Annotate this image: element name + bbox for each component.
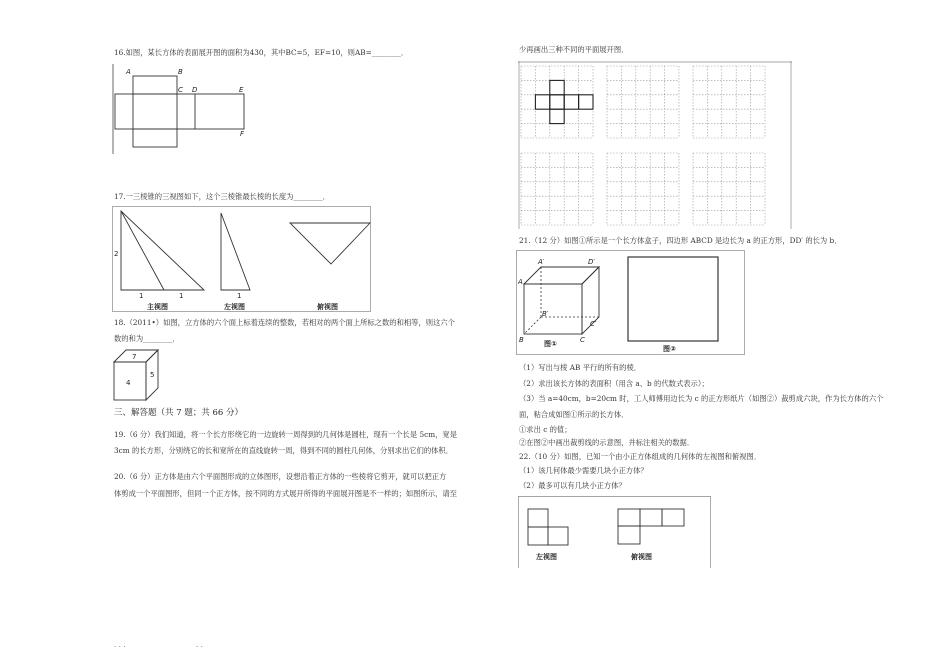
q18-face-front: 4 bbox=[126, 379, 131, 387]
q21-caption-2: 图② bbox=[663, 345, 676, 353]
net-cell bbox=[550, 109, 564, 123]
q18-line2: 数的和为________． bbox=[114, 334, 180, 343]
net-cell bbox=[535, 95, 549, 109]
q18-line1: 18.（2011•）如图，立方体的六个面上标着连续的整数，若相对的两个面上所标之数的和相等，则这六个 bbox=[114, 318, 455, 327]
q21-sub2: ②在图②中画出裁剪线的示意图，并标注相关的数据． bbox=[519, 438, 695, 447]
q18-face-right: 5 bbox=[150, 371, 155, 379]
q21-caption-1: 图① bbox=[544, 340, 557, 348]
q21-label-a: A bbox=[518, 278, 523, 286]
q21-part3-line2: 面，粘合成如图①所示的长方体． bbox=[519, 410, 629, 419]
q21-label-c1: C′ bbox=[590, 320, 597, 328]
q18-face-top: 7 bbox=[132, 353, 137, 361]
q19-line1: 19.（6 分）我们知道，将一个长方形绕它的一边旋转一周得到的几何体是圆柱，现有一个长是 5cm，宽是 bbox=[114, 430, 457, 439]
q20-grid-figure bbox=[518, 61, 792, 229]
q21-part2: （2）求出该长方体的表面积（用含 a、b 的代数式表示）； bbox=[519, 379, 709, 388]
q17-dim-1a: 1 bbox=[139, 292, 144, 300]
net-cell bbox=[550, 80, 564, 94]
footer-right-mark: · · bbox=[196, 642, 203, 651]
q16-net-figure bbox=[112, 64, 258, 154]
q17-text: 17.一三棱锥的三视图如下，这个三棱锥最长棱的长度为________． bbox=[114, 192, 330, 201]
net-cell bbox=[579, 95, 593, 109]
q19-line2: 3cm 的长方形，分别绕它的长和宽所在的直线旋转一周，得到不同的圆柱几何体，分别求出它们的体积． bbox=[114, 446, 454, 455]
footer-left-mark: · · · bbox=[114, 642, 126, 651]
q21-part1: （1）写出与棱 AB 平行的所有的棱． bbox=[519, 363, 642, 372]
q16-text: 16.如图，某长方体的表面展开图的面积为430，其中BC=5，EF=10，则AB=________． bbox=[114, 48, 409, 57]
q16-label-e: E bbox=[239, 86, 244, 94]
q22-part1: （1）该几何体最少需要几块小正方体？ bbox=[519, 466, 648, 475]
q16-label-b: B bbox=[178, 68, 183, 76]
q17-caption-top: 俯视图 bbox=[317, 303, 338, 311]
q21-label-b: B bbox=[519, 336, 524, 344]
net-cell bbox=[564, 95, 578, 109]
q17-dim-1c: 1 bbox=[237, 292, 242, 300]
q17-caption-front: 主视图 bbox=[147, 303, 168, 311]
q21-line1: 21.（12 分）如图①所示是一个长方体盒子，四边形 ABCD 是边长为 a 的正方形，DD′ 的长为 b． bbox=[519, 236, 842, 245]
q22-line1: 22.（10 分）如图，已知一个由小正方体组成的几何体的左视图和俯视图． bbox=[519, 452, 762, 461]
q21-label-c: C bbox=[580, 336, 585, 344]
q17-caption-left: 左视图 bbox=[224, 303, 245, 311]
q21-part3-line1: （3）当 a=40cm，b=20cm 时，工人师傅用边长为 c 的正方形纸片（如图②）裁剪成六块，作为长方体的六个 bbox=[519, 394, 884, 403]
q18-cube-figure bbox=[112, 347, 164, 403]
q21-label-d1: D′ bbox=[588, 258, 595, 266]
q21-label-a1: A′ bbox=[538, 258, 545, 266]
q20-line3: 少再画出三种不同的平面展开图． bbox=[519, 45, 629, 54]
q16-label-f: F bbox=[240, 130, 245, 138]
q21-sub1: ①求出 c 的值； bbox=[519, 425, 572, 434]
net-cell bbox=[550, 95, 564, 109]
q17-dim-1b: 1 bbox=[179, 292, 184, 300]
q20-line2: 体剪成一个平面图形，但同一个正方体，按不同的方式展开所得的平面展开图是不一样的；如图所示，请至 bbox=[114, 489, 457, 498]
q16-label-a: A bbox=[126, 68, 131, 76]
q21-figure bbox=[516, 250, 746, 356]
q22-caption-left: 左视图 bbox=[536, 553, 557, 561]
q22-views-figure bbox=[518, 496, 712, 568]
section-three-heading: 三、解答题（共 7 题；共 66 分） bbox=[114, 408, 244, 418]
q16-label-c: C bbox=[178, 86, 183, 94]
q21-label-b1: B′ bbox=[542, 310, 549, 318]
q20-line1: 20.（6 分）正方体是由六个平面图形成的立体图形，设想沿着正方体的一些棱将它剪开，就可以把正方 bbox=[114, 472, 447, 481]
q22-caption-top: 俯视图 bbox=[631, 553, 652, 561]
q17-three-views-figure bbox=[112, 206, 374, 312]
q17-dim-2: 2 bbox=[114, 250, 119, 258]
q22-part2: （2）最多可以有几块小正方体？ bbox=[519, 481, 626, 490]
q16-label-d: D bbox=[192, 86, 198, 94]
